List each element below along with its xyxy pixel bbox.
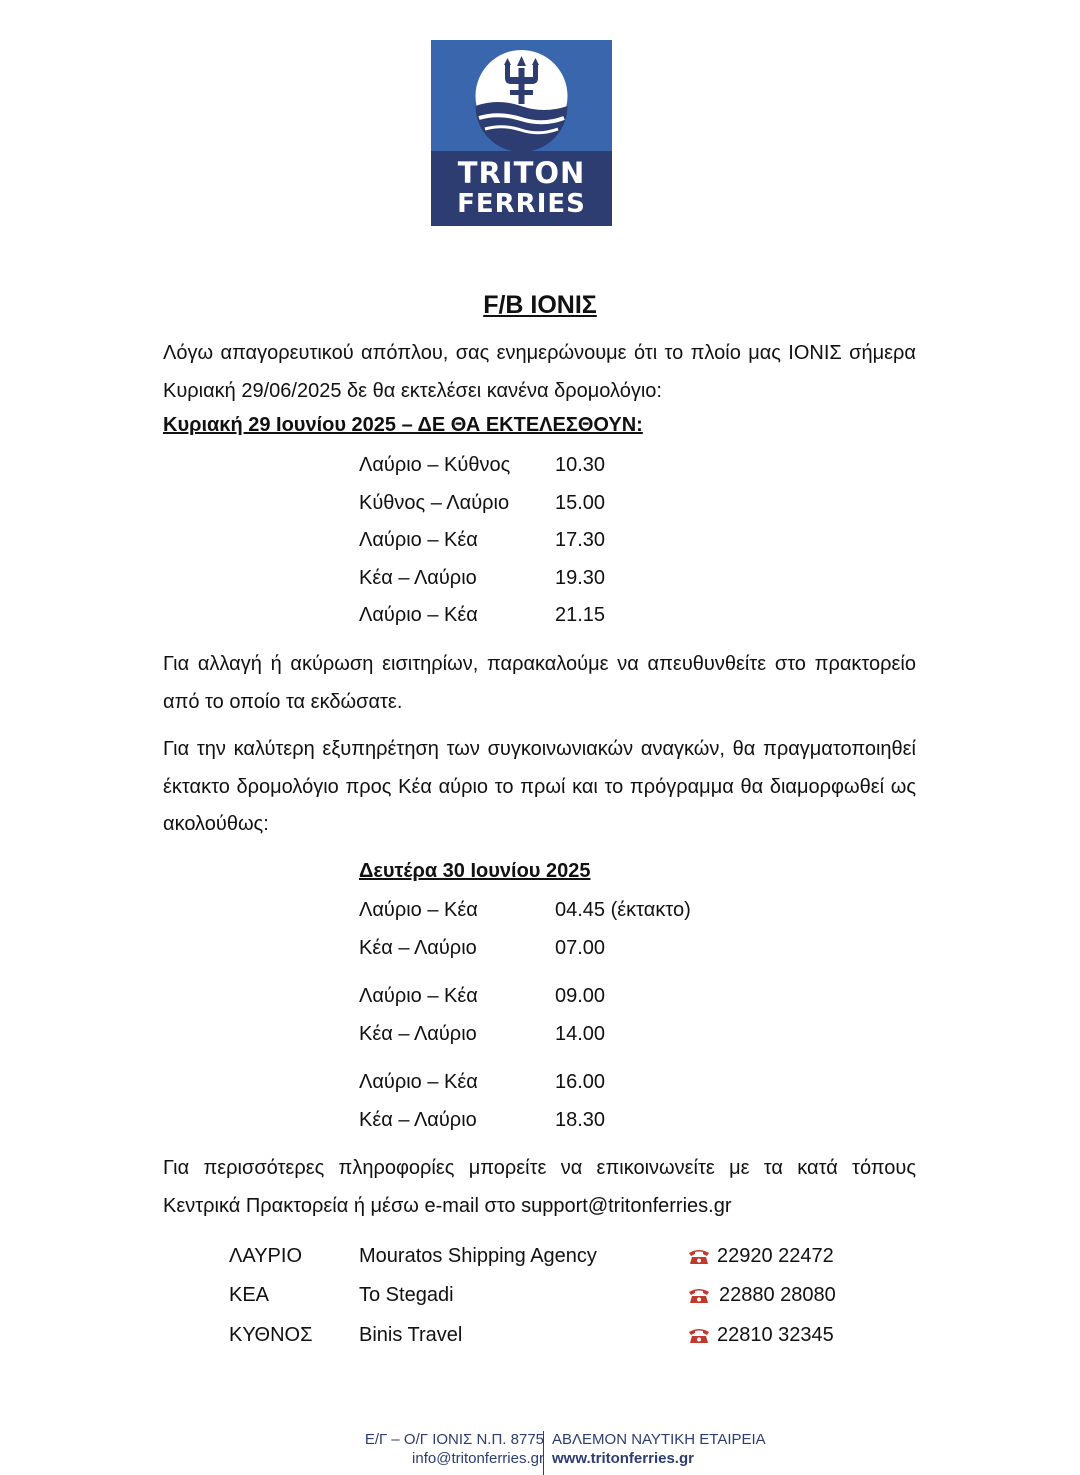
- trip-time: 17.30: [555, 529, 606, 551]
- contact-city: ΚΥΘΝΟΣ: [229, 1324, 313, 1346]
- footer-website-link[interactable]: www.tritonferries.gr: [552, 1450, 694, 1467]
- trip-route: Λαύριο – Κέα: [359, 899, 478, 921]
- logo-wordmark: [431, 151, 612, 226]
- trip-time: 14.00: [555, 1023, 606, 1045]
- cancelled-heading: Κυριακή 29 Ιουνίου 2025 – ΔΕ ΘΑ ΕΚΤΕΛΕΣΘΟΥΝ:: [163, 414, 643, 436]
- contact-city: ΛΑΥΡΙΟ: [229, 1245, 303, 1267]
- trip-time: 18.30: [555, 1109, 606, 1131]
- contact-row: [0, 1282, 1080, 1308]
- footer-email-link[interactable]: info@tritonferries.gr: [412, 1450, 544, 1467]
- contact-row: [0, 1322, 1080, 1348]
- trip-route: Κέα – Λαύριο: [359, 1109, 477, 1131]
- tickets-paragraph: Για αλλαγή ή ακύρωση εισιτηρίων, παρακαλούμε να απευθυνθείτε στο πρακτορείο από το οποίο τα εκδώσατε.: [163, 653, 916, 713]
- footer-vessel-registry: Ε/Γ – Ο/Γ ΙΟΝΙΣ Ν.Π. 8775: [364, 1431, 544, 1448]
- trip-route: Λαύριο – Κέα: [359, 985, 478, 1007]
- trip-route: Κέα – Λαύριο: [359, 567, 477, 589]
- trip-time: 09.00: [555, 985, 606, 1007]
- footer-line-1: [0, 1431, 1080, 1449]
- trip-time: 21.15: [555, 604, 606, 626]
- trip-route: Λαύριο – Κέα: [359, 529, 478, 551]
- contact-city: ΚΕΑ: [229, 1284, 270, 1306]
- extra-trip-paragraph: Για την καλύτερη εξυπηρέτηση των συγκοινωνιακών αναγκών, θα πραγματοποιηθεί έκτακτο δρομολόγιο προς Κέα αύριο το πρωί και το πρόγραμμα θα διαμορφωθεί ως ακολούθως:: [163, 738, 916, 835]
- trip-time: 15.00: [555, 492, 606, 514]
- trip-route: Κέα – Λαύριο: [359, 937, 477, 959]
- contact-agency: To Stegadi: [359, 1284, 454, 1306]
- trip-route: Κύθνος – Λαύριο: [359, 492, 510, 514]
- contact-row: [0, 1243, 1080, 1269]
- logo-word-ferries: FERRIES: [457, 189, 586, 219]
- triton-ferries-logo: [431, 40, 612, 226]
- contact-agency: Mouratos Shipping Agency: [359, 1245, 597, 1267]
- trip-time: 16.00: [555, 1071, 606, 1093]
- intro-paragraph: Λόγω απαγορευτικού απόπλου, σας ενημερώνουμε ότι το πλοίο μας ΙΟΝΙΣ σήμερα Κυριακή 29/06/2025 δε θα εκτελέσει κανένα δρομολόγιο:: [163, 342, 916, 402]
- trident-wave-icon: [431, 40, 612, 151]
- trip-route: Κέα – Λαύριο: [359, 1023, 477, 1045]
- logo-emblem: [431, 40, 612, 151]
- trip-time: 04.45 (έκτακτο): [555, 899, 691, 921]
- footer-line-2: [0, 1450, 1080, 1468]
- trip-time: 07.00: [555, 937, 606, 959]
- contact-agency: Binis Travel: [359, 1324, 463, 1346]
- telephone-icon: [688, 1327, 710, 1343]
- trip-time: 10.30: [555, 454, 606, 476]
- trip-route: Λαύριο – Κύθνος: [359, 454, 511, 476]
- page-title: F/B ΙΟΝΙΣ: [483, 291, 597, 319]
- contact-phone: 22810 32345: [717, 1324, 834, 1346]
- trip-route: Λαύριο – Κέα: [359, 604, 478, 626]
- schedule-heading: Δευτέρα 30 Ιουνίου 2025: [359, 860, 591, 882]
- trip-time: 19.30: [555, 567, 606, 589]
- info-paragraph: Για περισσότερες πληροφορίες μπορείτε να επικοινωνείτε με τα κατά τόπους Κεντρικά Πρακτορεία ή μέσω e-mail στο support@tritonferries.gr: [163, 1157, 916, 1217]
- contact-phone: 22880 28080: [719, 1284, 836, 1306]
- contact-phone: 22920 22472: [717, 1245, 834, 1267]
- logo-word-triton: TRITON: [457, 156, 586, 190]
- trip-route: Λαύριο – Κέα: [359, 1071, 478, 1093]
- telephone-icon: [688, 1287, 710, 1303]
- telephone-icon: [688, 1248, 710, 1264]
- footer-company-name: ΑΒΛΕΜΟΝ ΝΑΥΤΙΚΗ ΕΤΑΙΡΕΙΑ: [552, 1431, 766, 1448]
